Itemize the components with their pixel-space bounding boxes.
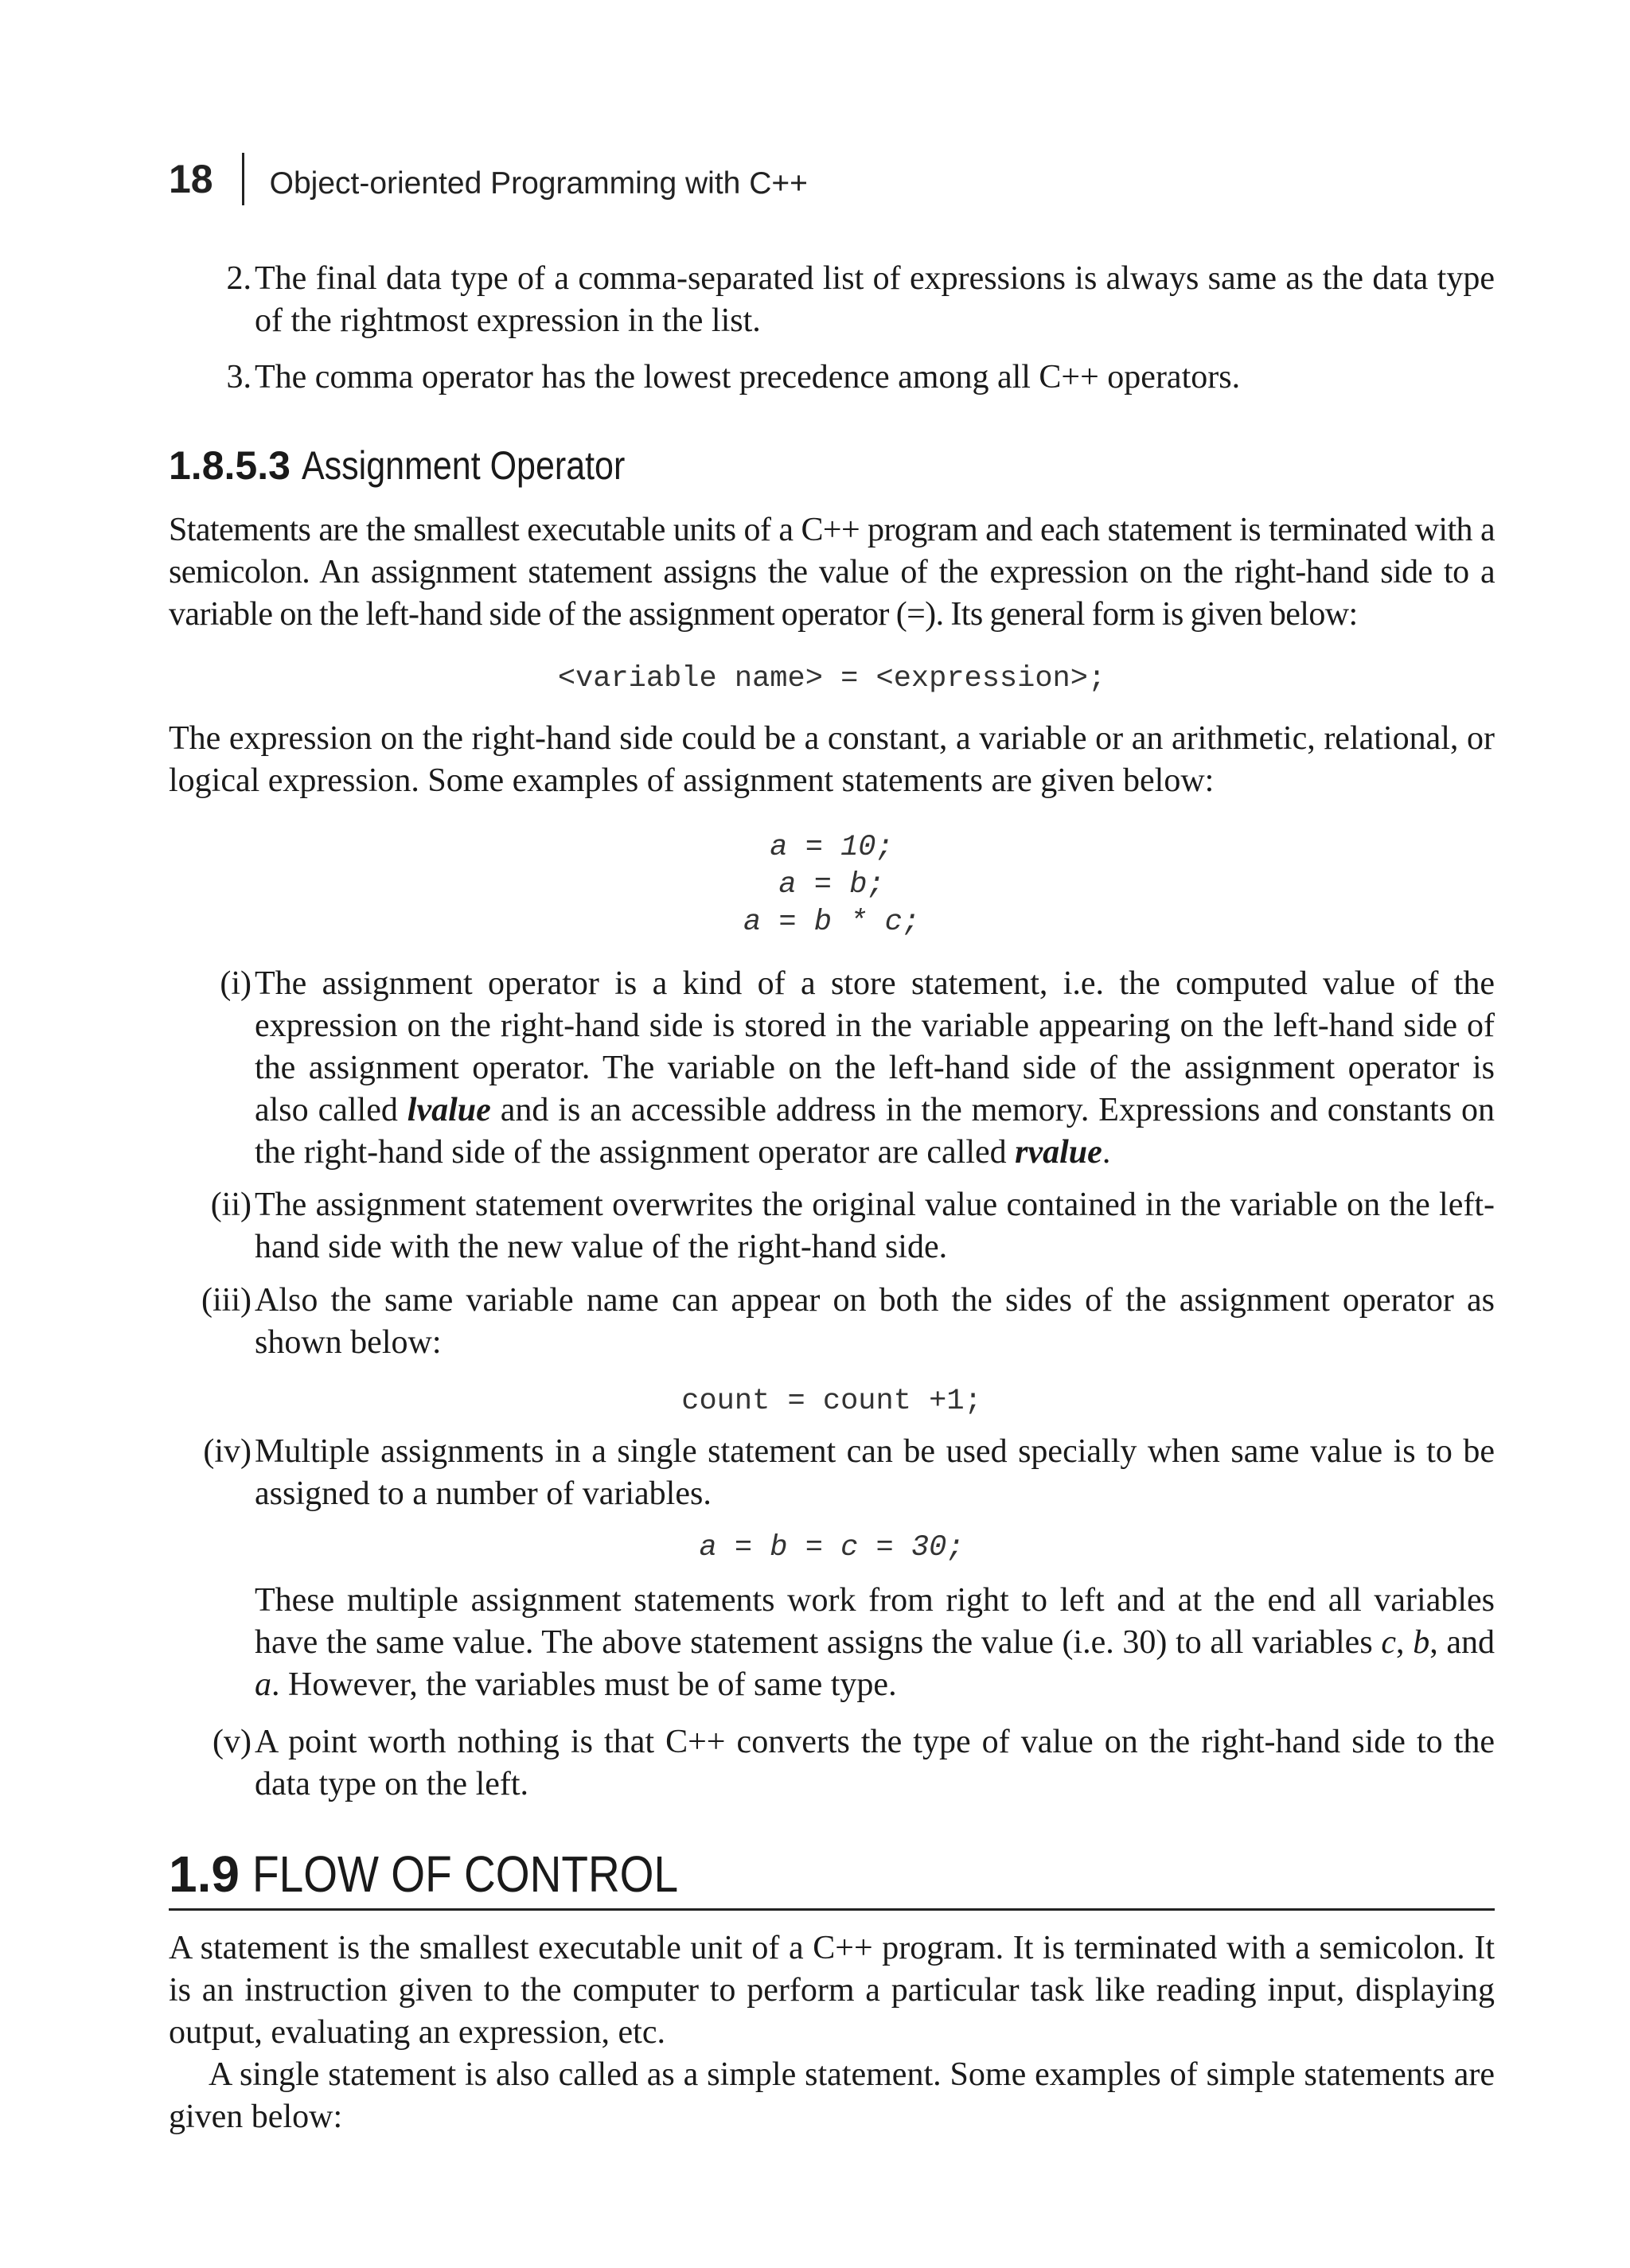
point-text	[255, 963, 1495, 1174]
point-text: Also the same variable name can appear on both the sides of the assignment operator as shown below:	[255, 1282, 1495, 1361]
point-marker: (v)	[213, 1724, 252, 1760]
page-number: 18	[169, 157, 213, 201]
subsection-title: Assignment Operator	[301, 443, 626, 488]
variable-a: a	[255, 1666, 271, 1703]
section-divider	[169, 1908, 1495, 1911]
header-divider	[242, 153, 244, 205]
code-line: a = b * c;	[743, 906, 921, 939]
point-text-part: ,	[1396, 1624, 1405, 1661]
term-lvalue: lvalue	[407, 1092, 491, 1128]
flow-paragraph-2: A single statement is also called as a simple statement. Some examples of simple statements are given below:	[169, 2056, 1495, 2135]
variable-b: b	[1413, 1624, 1430, 1661]
subsection-heading	[169, 442, 677, 489]
subsection-number: 1.8.5.3	[169, 443, 291, 488]
point-text-part: , and	[1429, 1624, 1495, 1661]
list-item-text: The final data type of a comma-separated list of expressions is always same as the data type of the rightmost expression in the list.	[255, 260, 1495, 339]
point-iii	[169, 1280, 1495, 1364]
point-text-part: . However, the variables must be of same type.	[271, 1666, 897, 1703]
list-marker: 3.	[226, 359, 252, 396]
section-heading	[169, 1845, 1495, 1904]
examples-paragraph: The expression on the right-hand side could be a constant, a variable or an arithmetic, relational, or logical expression. Some examples of assignment statements are given below:	[169, 720, 1495, 799]
point-i	[169, 963, 1495, 1174]
running-title: Object-oriented Programming with C++	[269, 166, 808, 201]
term-rvalue: rvalue	[1015, 1134, 1102, 1171]
list-item	[169, 357, 1495, 399]
point-v	[169, 1721, 1495, 1806]
point-iv	[169, 1431, 1495, 1515]
examples-code-block	[169, 829, 1495, 941]
list-marker: 2.	[226, 260, 252, 297]
running-header	[169, 151, 808, 207]
point-text-part: The assignment operator is a kind of a store statement, i.e. the computed value of the expression on the right-hand side is stored in the variable appearing on the left-hand side of the assignment operator. The variable on the left-hand side of the assignment operator is also called	[255, 965, 1495, 1128]
multiple-assignment-code: a = b = c = 30;	[699, 1531, 965, 1565]
intro-paragraph: Statements are the smallest executable units of a C++ program and each statement is terminated with a semicolon. An assignment statement assigns the value of the expression on the right-hand side to a variable on the left-hand side of the assignment operator (=). Its general form is given below:	[169, 512, 1495, 633]
code-line: a = b;	[778, 868, 885, 902]
point-text: The assignment statement overwrites the original value contained in the variable on the left-hand side with the new value of the right-hand side.	[255, 1187, 1495, 1265]
count-code: count = count +1;	[681, 1385, 982, 1418]
point-marker: (ii)	[210, 1187, 252, 1223]
point-text-part: These multiple assignment statements work from right to left and at the end all variables have the same value. The above statement assigns the value (i.e. 30) to all variables	[255, 1582, 1495, 1661]
flow-paragraph-1: A statement is the smallest executable unit of a C++ program. It is terminated with a semicolon. It is an instruction given to the computer to perform a particular task like reading input, displaying output, evaluating an expression, etc.	[169, 1930, 1495, 2051]
point-text: A point worth nothing is that C++ converts the type of value on the right-hand side to the data type on the left.	[255, 1724, 1495, 1802]
point-marker: (i)	[220, 965, 252, 1002]
point-text: Multiple assignments in a single statement can be used specially when same value is to be assigned to a number of variables.	[255, 1433, 1495, 1512]
point-marker: (iv)	[203, 1433, 252, 1470]
general-form-code: <variable name> = <expression>;	[557, 662, 1106, 696]
list-item	[169, 258, 1495, 342]
section-title: FLOW OF CONTROL	[252, 1845, 679, 1903]
list-item-text: The comma operator has the lowest precedence among all C++ operators.	[255, 359, 1241, 396]
point-text	[255, 1580, 1495, 1706]
point-ii	[169, 1184, 1495, 1268]
variable-c: c	[1381, 1624, 1397, 1661]
point-text-part: .	[1102, 1134, 1111, 1171]
point-marker: (iii)	[201, 1282, 252, 1319]
point-text-part: and is an accessible address in the memory. Expressions and constants on the right-hand side of the assignment operator are called	[255, 1092, 1495, 1171]
section-number: 1.9	[169, 1845, 240, 1903]
point-iv-followup	[169, 1580, 1495, 1706]
code-line: a = 10;	[770, 831, 894, 864]
